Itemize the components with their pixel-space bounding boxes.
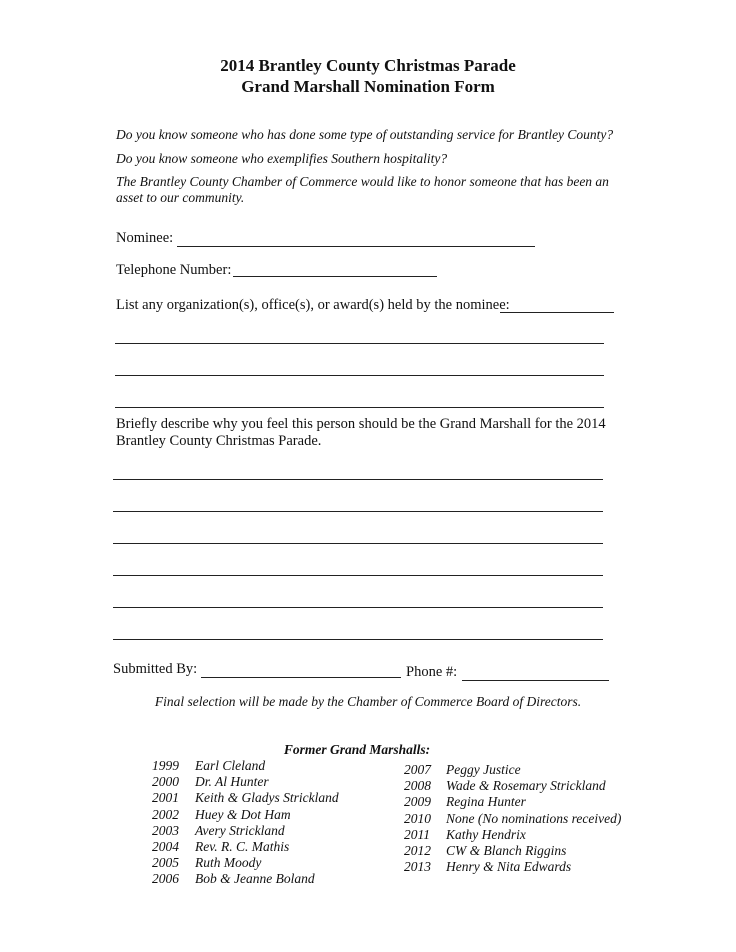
description-line[interactable]: [113, 575, 603, 576]
intro-question-service: Do you know someone who has done some type of outstanding service for Brantley County?: [116, 127, 614, 142]
honoree-name: Regina Hunter: [446, 794, 526, 810]
year: 2008: [404, 778, 431, 794]
nominee-label: Nominee:: [116, 230, 174, 246]
organizations-line[interactable]: [115, 375, 604, 376]
honoree-name: Huey & Dot Ham: [195, 806, 291, 822]
year: 2000: [152, 774, 179, 790]
honoree-name: Earl Cleland: [195, 758, 266, 773]
describe-label: Briefly describe why you feel this person should be the Grand Marshall for the 2014 Brantley County Christmas Parade.: [116, 416, 606, 449]
description-line[interactable]: [113, 511, 603, 512]
list-item: [152, 823, 339, 839]
list-item: [152, 839, 339, 855]
description-line[interactable]: [113, 607, 603, 608]
telephone-label: Telephone Number:: [116, 262, 232, 278]
honoree-name: Avery Strickland: [195, 822, 285, 838]
description-line[interactable]: [113, 543, 603, 544]
year: 2002: [152, 806, 179, 822]
form-title-line1: 2014 Brantley County Christmas Parade: [220, 56, 516, 75]
list-item: [152, 790, 339, 806]
year: 2007: [404, 762, 431, 777]
honoree-name: Keith & Gladys Strickland: [195, 790, 339, 806]
honoree-name: CW & Blanch Riggins: [446, 843, 567, 859]
organizations-field[interactable]: [500, 312, 614, 313]
phone-label: Phone #:: [406, 664, 458, 680]
nominee-field[interactable]: [177, 246, 535, 247]
year: 2004: [152, 839, 179, 855]
former-list-left: [152, 758, 339, 888]
honoree-name: Ruth Moody: [195, 855, 262, 871]
list-item: [404, 778, 621, 794]
telephone-field[interactable]: [233, 276, 437, 277]
list-item: [404, 843, 621, 859]
list-item: [152, 855, 339, 871]
year: 2005: [152, 855, 179, 871]
list-item: [404, 762, 621, 778]
description-line[interactable]: [113, 479, 603, 480]
intro-question-hospitality: Do you know someone who exemplifies Southern hospitality?: [116, 151, 448, 166]
list-item: [152, 807, 339, 823]
year: 2010: [404, 810, 431, 826]
submitted-by-label: Submitted By:: [113, 661, 198, 677]
honoree-name: Henry & Nita Edwards: [446, 859, 572, 875]
list-item: [404, 811, 621, 827]
year: 2001: [152, 790, 179, 806]
list-item: [404, 827, 621, 843]
list-item: [152, 758, 339, 774]
honoree-name: Bob & Jeanne Boland: [195, 871, 315, 887]
list-item: [152, 871, 339, 887]
submitted-by-field[interactable]: [201, 677, 401, 678]
honoree-name: Kathy Hendrix: [446, 826, 526, 842]
year: 2006: [152, 871, 179, 887]
year: 2011: [404, 826, 430, 842]
intro-statement: The Brantley County Chamber of Commerce would like to honor someone that has been an asset to our community.: [116, 174, 609, 205]
year: 2012: [404, 843, 431, 859]
honoree-name: Peggy Justice: [446, 762, 521, 777]
honoree-name: Rev. R. C. Mathis: [195, 839, 290, 855]
year: 2003: [152, 822, 179, 838]
year: 2009: [404, 794, 431, 810]
list-item: [404, 859, 621, 875]
form-title-line2: Grand Marshall Nomination Form: [241, 77, 495, 96]
year: 1999: [152, 758, 179, 773]
former-grand-marshalls-heading: Former Grand Marshalls:: [283, 742, 431, 757]
organizations-label: List any organization(s), office(s), or award(s) held by the nominee:: [116, 297, 510, 313]
honoree-name: Wade & Rosemary Strickland: [446, 778, 606, 794]
honoree-name: None (No nominations received): [446, 810, 622, 826]
phone-field[interactable]: [462, 680, 609, 681]
former-list-right: [404, 762, 621, 875]
honoree-name: Dr. Al Hunter: [195, 774, 269, 790]
list-item: [152, 774, 339, 790]
organizations-line[interactable]: [115, 407, 604, 408]
description-line[interactable]: [113, 639, 603, 640]
list-item: [404, 794, 621, 810]
organizations-line[interactable]: [115, 343, 604, 344]
final-selection-note: Final selection will be made by the Chamber of Commerce Board of Directors.: [154, 694, 582, 709]
year: 2013: [404, 859, 431, 875]
